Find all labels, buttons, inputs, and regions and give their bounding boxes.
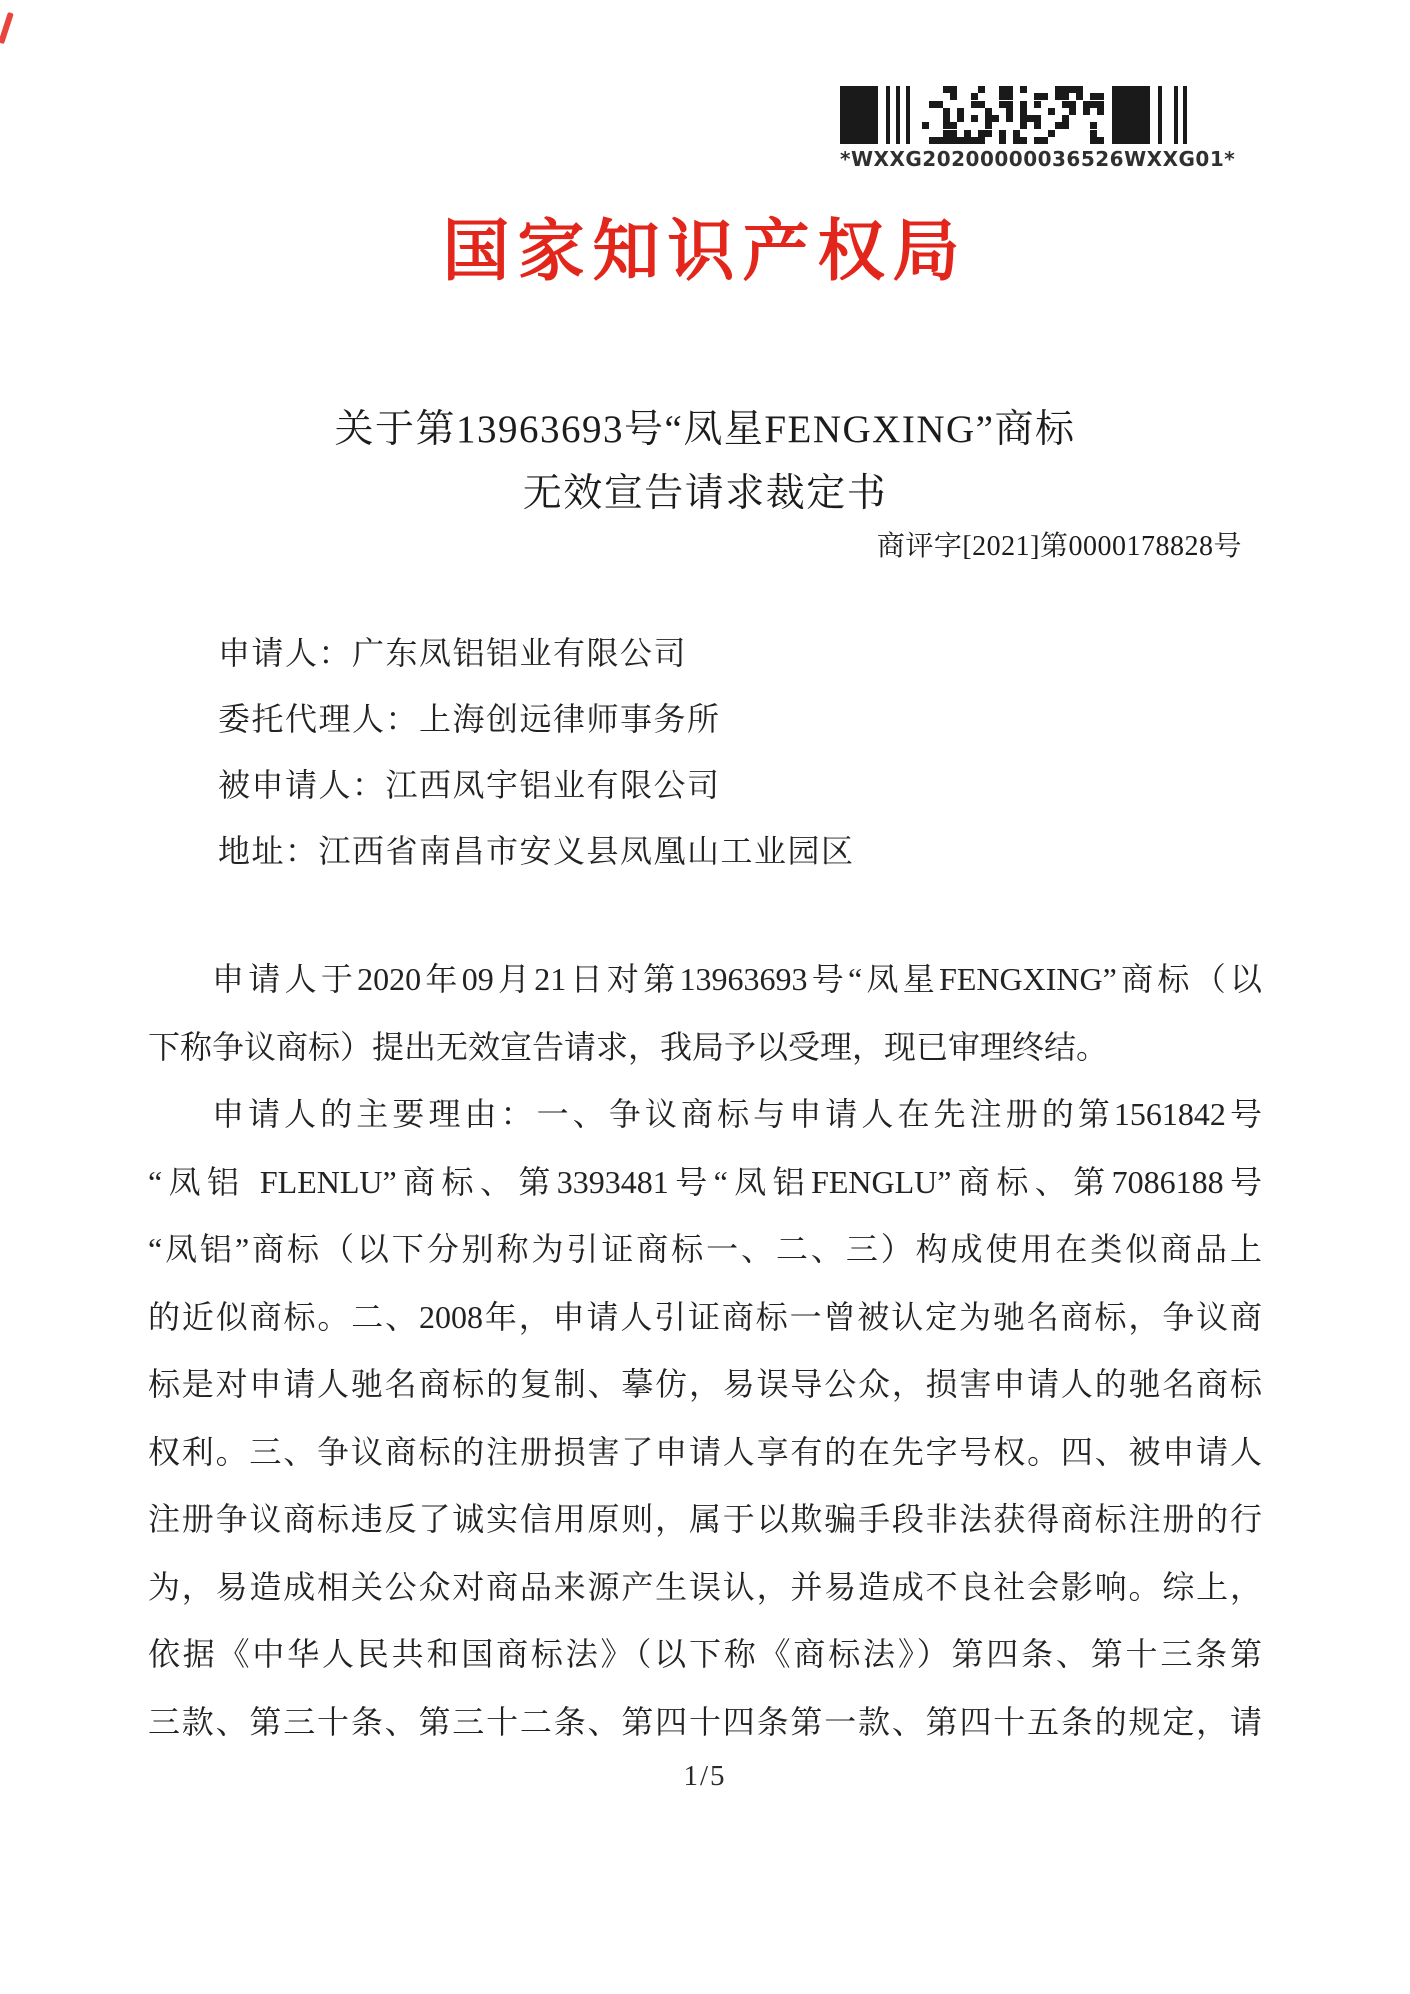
- body-line: 注册争议商标违反了诚实信用原则，属于以欺骗手段非法获得商标注册的行: [148, 1501, 1262, 1537]
- agency-title: 国家知识产权局: [442, 214, 968, 289]
- page-number: 1/5: [683, 1760, 727, 1792]
- body-line: 三款、第三十条、第三十二条、第四十四条第一款、第四十五条的规定，请: [148, 1703, 1262, 1740]
- barcode-bar: [1174, 86, 1178, 144]
- barcode-matrix: [922, 86, 1104, 144]
- barcode-bar: [896, 86, 900, 144]
- body-text: [148, 946, 1262, 1756]
- barcode-start-block: [840, 86, 878, 144]
- party-line: 委托代理人：上海创远律师事务所: [218, 701, 721, 737]
- body-line: 的近似商标。二、2008年，申请人引证商标一曾被认定为驰名商标，争议商: [148, 1298, 1262, 1335]
- barcode-text: *WXXG20200000036526WXXG01*: [840, 147, 1236, 171]
- party-line: 申请人：广东凤铝铝业有限公司: [218, 635, 688, 671]
- barcode-bars: [840, 86, 1192, 144]
- document-title-line2: 无效宣告请求裁定书: [522, 472, 888, 515]
- body-line: “凤铝”商标（以下分别称为引证商标一、二、三）构成使用在类似商品上: [148, 1231, 1262, 1267]
- body-line: 标是对申请人驰名商标的复制、摹仿，易误导公众，损害申请人的驰名商标: [148, 1366, 1262, 1402]
- body-line: “凤铝 FLENLU”商标、第3393481号“凤铝FENGLU”商标、第7086188号: [148, 1163, 1262, 1200]
- body-line: 权利。三、争议商标的注册损害了申请人享有的在先字号权。四、被申请人: [148, 1433, 1262, 1470]
- body-line: 为，易造成相关公众对商品来源产生误认，并易造成不良社会影响。综上，: [148, 1568, 1262, 1605]
- barcode-bar: [1158, 86, 1162, 144]
- barcode-bar: [886, 86, 890, 144]
- party-line: 地址：江西省南昌市安义县凤凰山工业园区: [218, 833, 855, 869]
- body-line: 申请人的主要理由：一、争议商标与申请人在先注册的第1561842号: [212, 1096, 1262, 1132]
- case-reference-number: 商评字[2021]第0000178828号: [876, 531, 1242, 562]
- body-line: 依据《中华人民共和国商标法》（以下称《商标法》）第四条、第十三条第: [148, 1636, 1262, 1672]
- barcode: [840, 86, 1236, 171]
- document-title: [0, 398, 1410, 526]
- party-line: 被申请人：江西凤宇铝业有限公司: [218, 767, 721, 803]
- barcode-end-block: [1112, 86, 1150, 144]
- barcode-bar: [1183, 86, 1187, 144]
- document-title-line1: 关于第13963693号“凤星FENGXING”商标: [334, 408, 1076, 451]
- barcode-bar: [906, 86, 910, 144]
- body-line: 下称争议商标）提出无效宣告请求，我局予以受理，现已审理终结。: [148, 1028, 1109, 1065]
- scan-red-mark: [0, 12, 14, 44]
- body-line: 申请人于2020年09月21日对第13963693号“凤星FENGXING”商标（以: [212, 961, 1262, 997]
- parties-block: [218, 620, 855, 884]
